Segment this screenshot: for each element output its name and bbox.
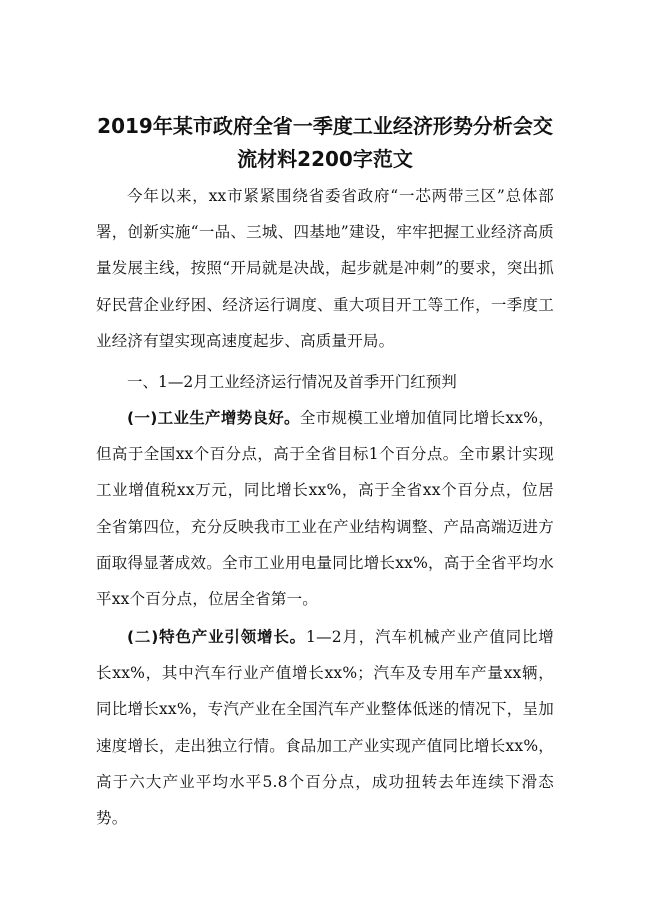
item-2-lead: (二)特色产业引领增长。 xyxy=(127,628,307,646)
item-2-paragraph xyxy=(96,619,554,836)
item-1-paragraph xyxy=(96,400,554,617)
document-title-line-1: 2019年某市政府全省一季度工业经济形势分析会交 xyxy=(97,114,553,138)
item-1-body: 全市规模工业增加值同比增长xx%，但高于全国xx个百分点，高于全省目标1个百分点。全市累计实现工业增值税xx万元，同比增长xx%，高于全省xx个百分点，位居全省第四位，充分反映我市工业在产业结构调整、产品高端迈进方面取得显著成效。全市工业用电量同比增长xx%，高于全省平均水平xx个百分点，位居全省第一。 xyxy=(96,409,554,609)
item-2-body: 1—2月，汽车机械产业产值同比增长xx%，其中汽车行业产值增长xx%；汽车及专用车产量xx辆，同比增长xx%，专汽产业在全国汽车产业整体低迷的情况下，呈加速度增长，走出独立行情。食品加工产业实现产值同比增长xx%，高于六大产业平均水平5.8个百分点，成功扭转去年连续下滑态势。 xyxy=(96,628,554,828)
item-1-lead: (一)工业生产增势良好。 xyxy=(127,409,300,427)
document-title-line-2: 流材料2200字范文 xyxy=(237,147,413,171)
section-1-heading: 一、1—2月工业经济运行情况及首季开门红预判 xyxy=(127,373,457,391)
intro-paragraph: 今年以来，xx市紧紧围绕省委省政府“一芯两带三区”总体部署，创新实施“一品、三城、四基地”建设，牢牢把握工业经济高质量发展主线，按照“开局就是决战，起步就是冲刺”的要求，突出抓好民营企业纾困、经济运行调度、重大项目开工等工作，一季度工业经济有望实现高速度起步、高质量开局。 xyxy=(96,187,554,350)
